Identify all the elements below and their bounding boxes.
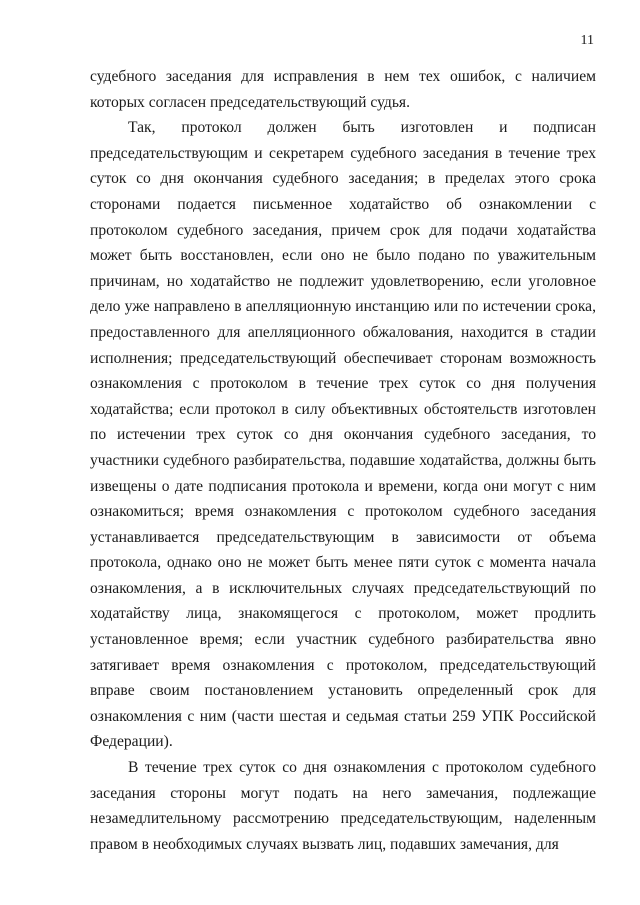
paragraph-remarks: В течение трех суток со дня ознакомления с протоколом судебного заседания стороны могут подать на него замечания, подлежащие незамедлительному рассмотрению председательствующим, наделенным правом в необходимых случаях вызвать лиц, подавших замечания, для [90,759,596,853]
paragraph-protocol-procedure: Так, протокол должен быть изготовлен и подписан председательствующим и секретарем судебного заседания в течение трех суток со дня окончания судебного заседания; в пределах этого срока сторонами подается письменное ходатайство об ознакомлении с протоколом судебного заседания, причем срок для подачи ходатайства может быть восстановлен, если оно не было подано по уважительным причинам, но ходатайство не подлежит удовлетворению, если уголовное дело уже направлено в апелляционную инстанцию или по истечении срока, предоставленного для апелляционного обжалования, находится в стадии исполнения; председательствующий обеспечивает сторонам возможность ознакомления с протоколом в течение трех суток со дня получения ходатайства; если протокол в силу объективных обстоятельств изготовлен по истечении трех суток со дня окончания судебного заседания, то участники судебного разбирательства, подавшие ходатайства, должны быть извещены о дате подписания протокола и времени, когда они могут с ним ознакомиться; время ознакомления с протоколом судебного заседания устанавливается председательствующим в зависимости от объема протокола, однако оно не может быть менее пяти суток с момента начала ознакомления, а в исключительных случаях председательствующий по ходатайству лица, знакомящегося с протоколом, может продлить установленное время; если участник судебного разбирательства явно затягивает время ознакомления с протоколом, председательствующий вправе своим постановлением установить определенный срок для ознакомления с ним (части шестая и седьмая статьи 259 УПК Российской Федерации). [90,119,596,751]
page-number: 11 [580,33,594,48]
paragraph-continuation: судебного заседания для исправления в нем тех ошибок, с наличием которых согласен председательствующий судья. [90,68,596,111]
document-body [90,64,596,857]
